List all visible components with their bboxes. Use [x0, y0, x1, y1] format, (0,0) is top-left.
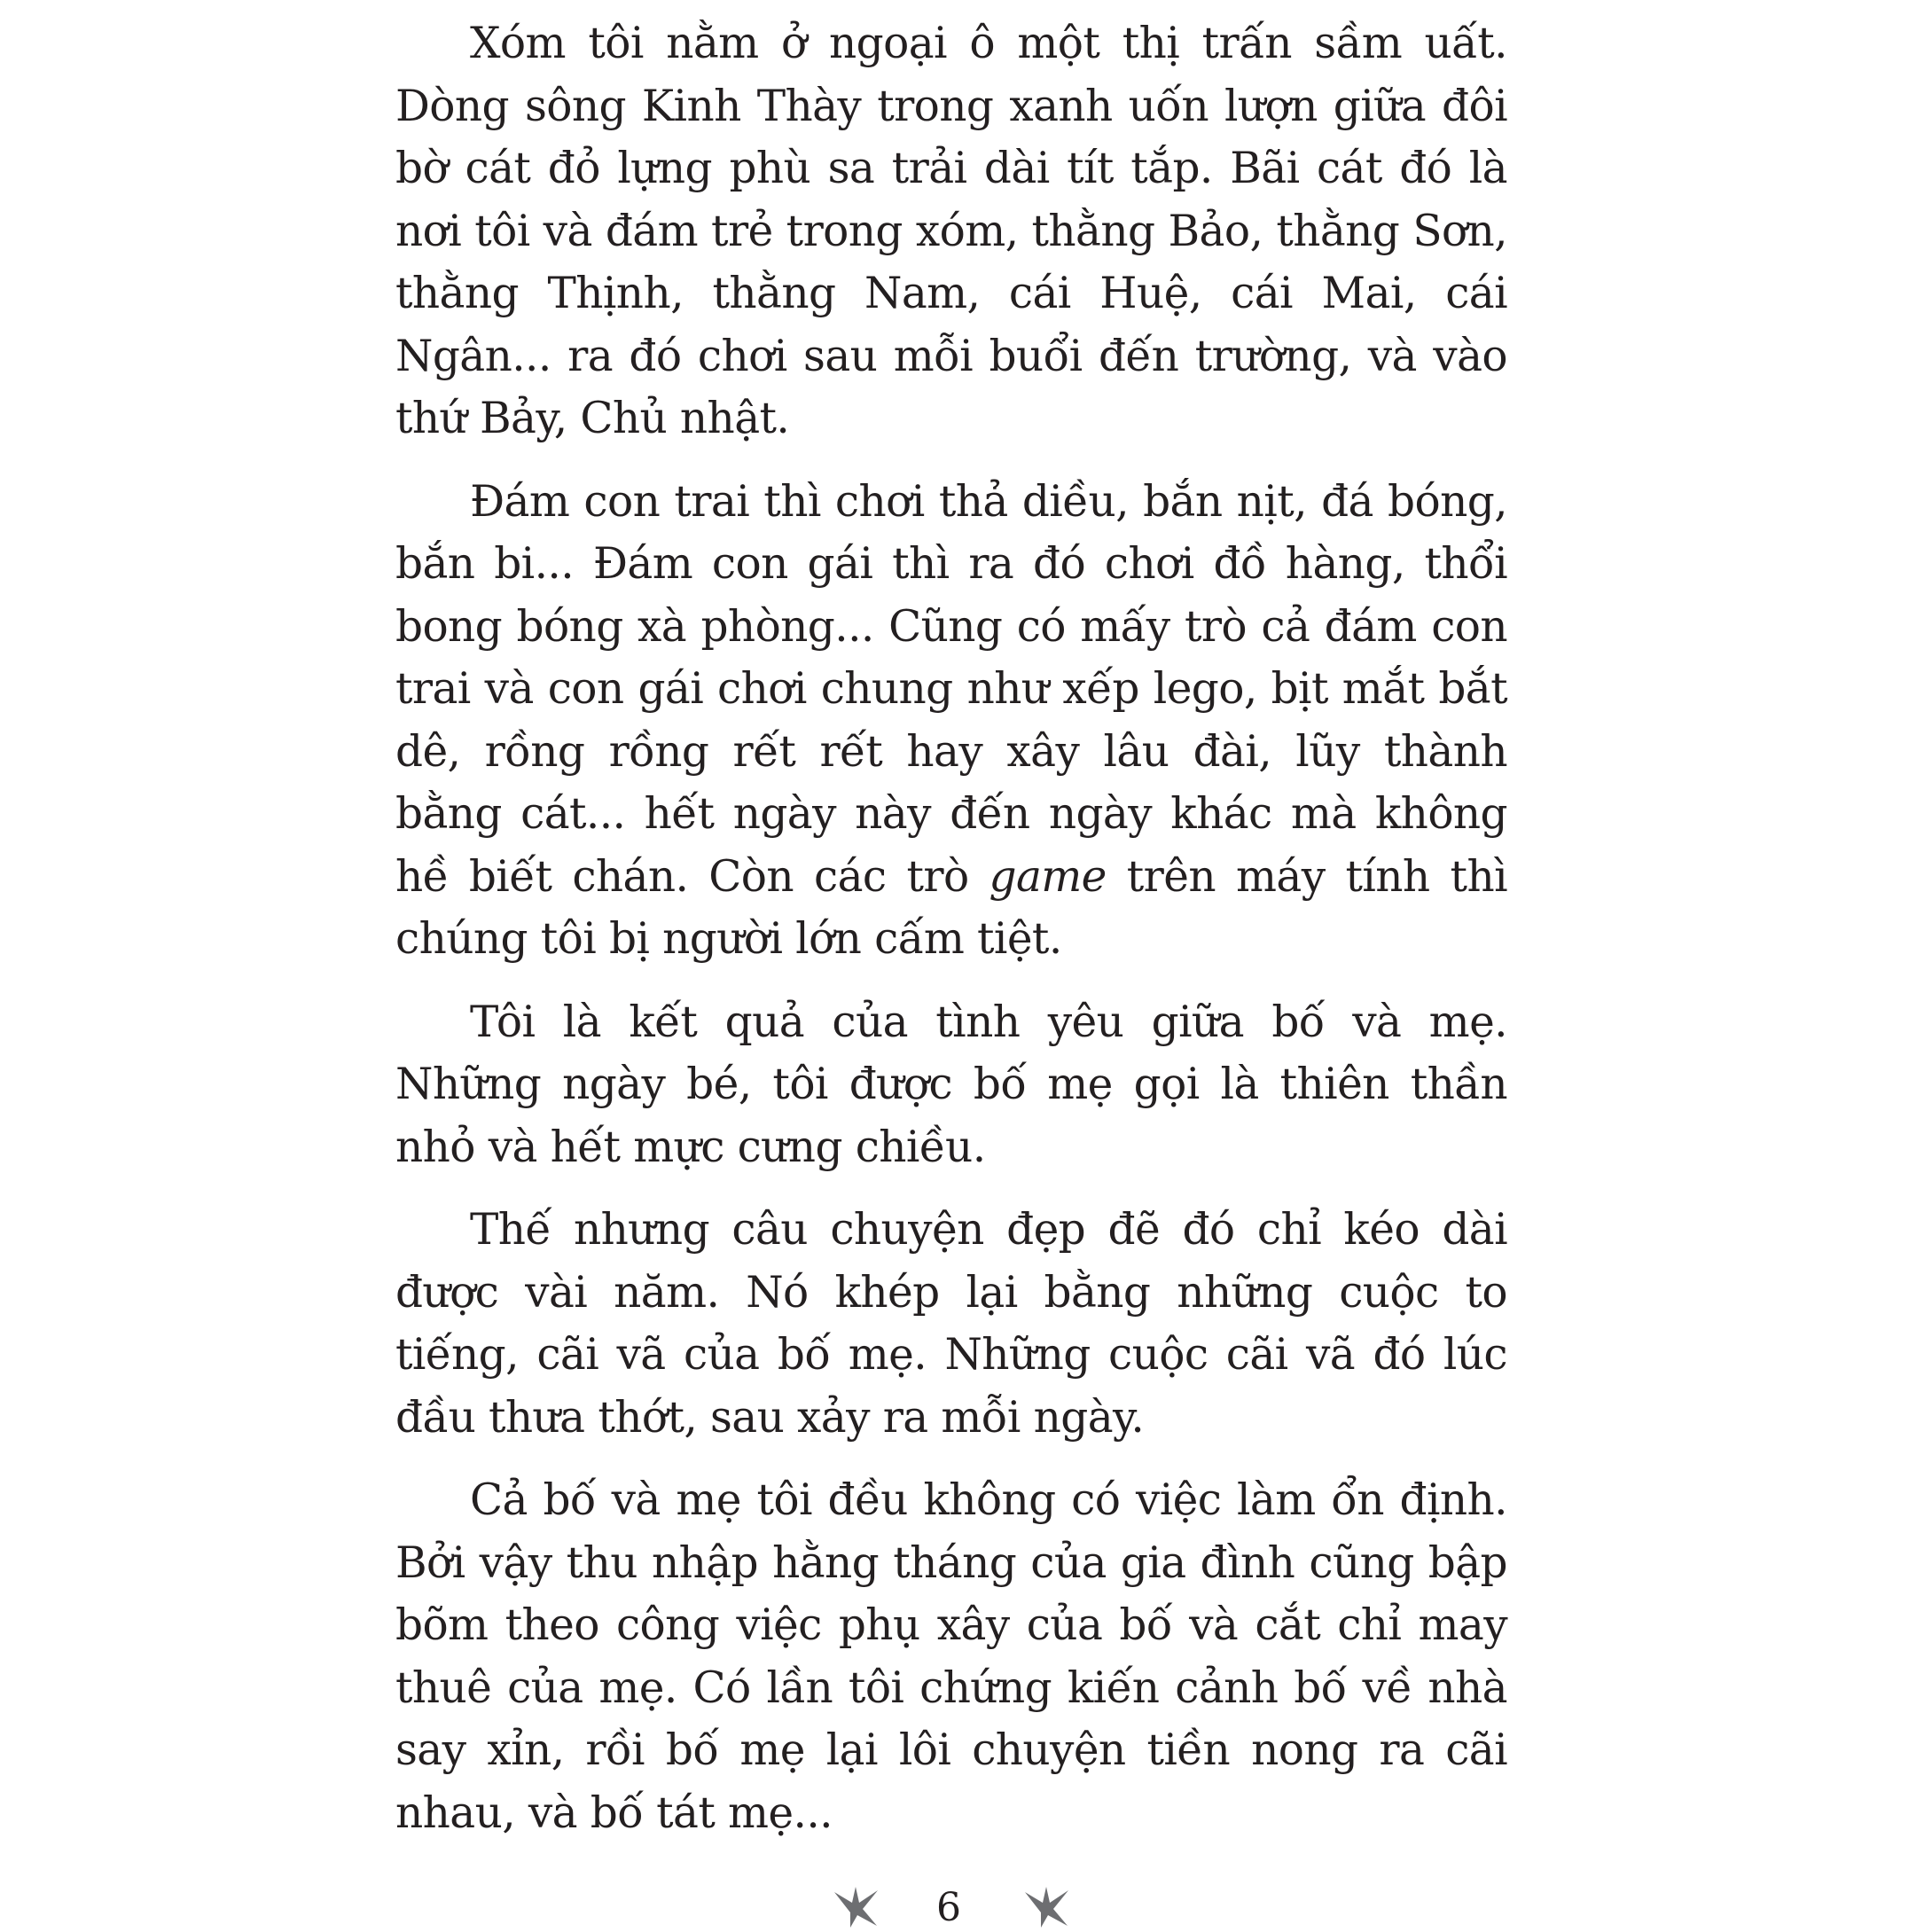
paragraph-3 — [395, 991, 1507, 1179]
paragraph-3-text: Tôi là kết quả của tình yêu giữa bố và mẹ. Những ngày bé, tôi được bố mẹ gọi là thiên thần nhỏ và hết mực cưng chiều. — [395, 997, 1507, 1172]
paragraph-4 — [395, 1199, 1507, 1449]
body-text — [395, 12, 1507, 1865]
page-number: 6 — [936, 1885, 961, 1930]
paragraph-2 — [395, 471, 1507, 971]
paragraph-1-text: Xóm tôi nằm ở ngoại ô một thị trấn sầm uất. Dòng sông Kinh Thày trong xanh uốn lượn giữa đôi bờ cát đỏ lựng phù sa trải dài tít tắp. Bãi cát đó là nơi tôi và đám trẻ trong xóm, thằng Bảo, thằng Sơn, thằng Thịnh, thằng Nam, cái Huệ, cái Mai, cái Ngân... ra đó chơi sau mỗi buổi đến trường, và vào thứ Bảy, Chủ nhật. — [395, 19, 1507, 443]
paragraph-4-text: Thế nhưng câu chuyện đẹp đẽ đó chỉ kéo dài được vài năm. Nó khép lại bằng những cuộc to tiếng, cãi vã của bố mẹ. Những cuộc cãi vã đó lúc đầu thưa thớt, sau xảy ra mỗi ngày. — [395, 1205, 1507, 1443]
star-icon — [1021, 1885, 1071, 1929]
paragraph-2-italic-word: game — [989, 851, 1107, 902]
star-icon — [831, 1885, 880, 1929]
paragraph-2-text-end: trên máy tính thì chúng tôi bị người lớn cấm tiệt. — [395, 851, 1507, 964]
paragraph-5-text: Cả bố và mẹ tôi đều không có việc làm ổn định. Bởi vậy thu nhập hằng tháng của gia đình cũng bập bõm theo công việc phụ xây của bố và cắt chỉ may thuê của mẹ. Có lần tôi chứng kiến cảnh bố về nhà say xỉn, rồi bố mẹ lại lôi chuyện tiền nong ra cãi nhau, và bố tát mẹ... — [395, 1475, 1507, 1838]
paragraph-5 — [395, 1469, 1507, 1844]
paragraph-2-text-start: Đám con trai thì chơi thả diều, bắn nịt, đá bóng, bắn bi... Đám con gái thì ra đó chơi đồ hàng, thổi bong bóng xà phòng... Cũng có mấy trò cả đám con trai và con gái chơi chung như xếp lego, bịt mắt bắt dê, rồng rồng rết rết hay xây lâu đài, lũy thành bằng cát... hết ngày này đến ngày khác mà không hề biết chán. Còn các trò — [395, 476, 1507, 902]
paragraph-1 — [395, 12, 1507, 450]
page-footer — [0, 1878, 1932, 1931]
